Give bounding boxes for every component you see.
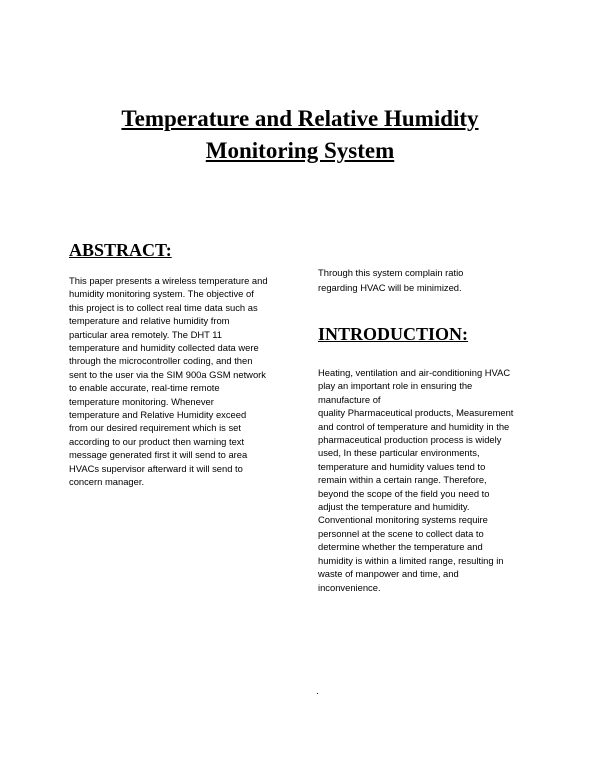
abstract-line: particular area remotely. The DHT 11	[69, 328, 223, 340]
continuation-line: regarding HVAC will be minimized.	[318, 282, 462, 293]
introduction-line: temperature and humidity values tend to	[318, 460, 486, 472]
abstract-body	[69, 274, 268, 489]
introduction-line: Conventional monitoring systems require	[318, 514, 488, 526]
abstract-line: according to our product then warning text	[69, 435, 245, 447]
introduction-line: remain within a certain range. Therefore,	[318, 474, 487, 486]
introduction-line: and control of temperature and humidity in the	[318, 420, 510, 432]
abstract-line: through the microcontroller coding, and then	[69, 355, 253, 367]
abstract-heading: ABSTRACT:	[69, 240, 172, 260]
abstract-line: humidity monitoring system. The objective of	[69, 288, 254, 300]
paper-title	[60, 103, 540, 167]
abstract-line: message generated first it will send to area	[69, 449, 248, 461]
introduction-line: Heating, ventilation and air-conditioning HVAC	[318, 367, 511, 378]
abstract-line: temperature monitoring. Whenever	[69, 395, 214, 407]
introduction-line: play an important role in ensuring the	[318, 380, 473, 392]
abstract-line: temperature and relative humidity from	[69, 315, 230, 327]
introduction-heading: INTRODUCTION:	[318, 324, 469, 344]
introduction-line: quality Pharmaceutical products, Measurement	[318, 407, 514, 419]
introduction-line: beyond the scope of the field you need to	[318, 487, 490, 499]
abstract-line: concern manager.	[69, 476, 145, 488]
introduction-line: used, In these particular environments,	[318, 447, 480, 459]
paper-title-line-1: Temperature and Relative Humidity	[121, 106, 479, 131]
abstract-line: sent to the user via the SIM 900a GSM network	[69, 368, 266, 380]
abstract-line: from our desired requirement which is set	[69, 422, 241, 434]
introduction-line: pharmaceutical production process is widely	[318, 434, 502, 446]
abstract-line: temperature and Relative Humidity exceed	[69, 409, 247, 421]
paper-title-line-2: Monitoring System	[205, 138, 395, 163]
introduction-line: determine whether the temperature and	[318, 541, 483, 553]
abstract-line: HVACs supervisor afterward it will send to	[69, 462, 243, 474]
introduction-line: waste of manpower and time, and	[318, 568, 459, 580]
introduction-line: personnel at the scene to collect data to	[318, 527, 484, 539]
abstract-line: This paper presents a wireless temperature and	[69, 275, 268, 286]
abstract-line: to enable accurate, real-time remote	[69, 382, 220, 394]
continuation-line: Through this system complain ratio	[318, 267, 464, 278]
abstract-line: this project is to collect real time data such as	[69, 301, 258, 313]
introduction-line: adjust the temperature and humidity.	[318, 501, 470, 513]
abstract-line: temperature and humidity collected data were	[69, 342, 259, 354]
introduction-line: humidity is within a limited range, resulting in	[318, 554, 504, 566]
column-2-continuation	[318, 265, 463, 295]
introduction-line: inconvenience.	[318, 581, 381, 593]
stray-mark: .	[316, 686, 319, 697]
introduction-line: manufacture of	[318, 393, 381, 405]
introduction-body	[318, 366, 513, 594]
